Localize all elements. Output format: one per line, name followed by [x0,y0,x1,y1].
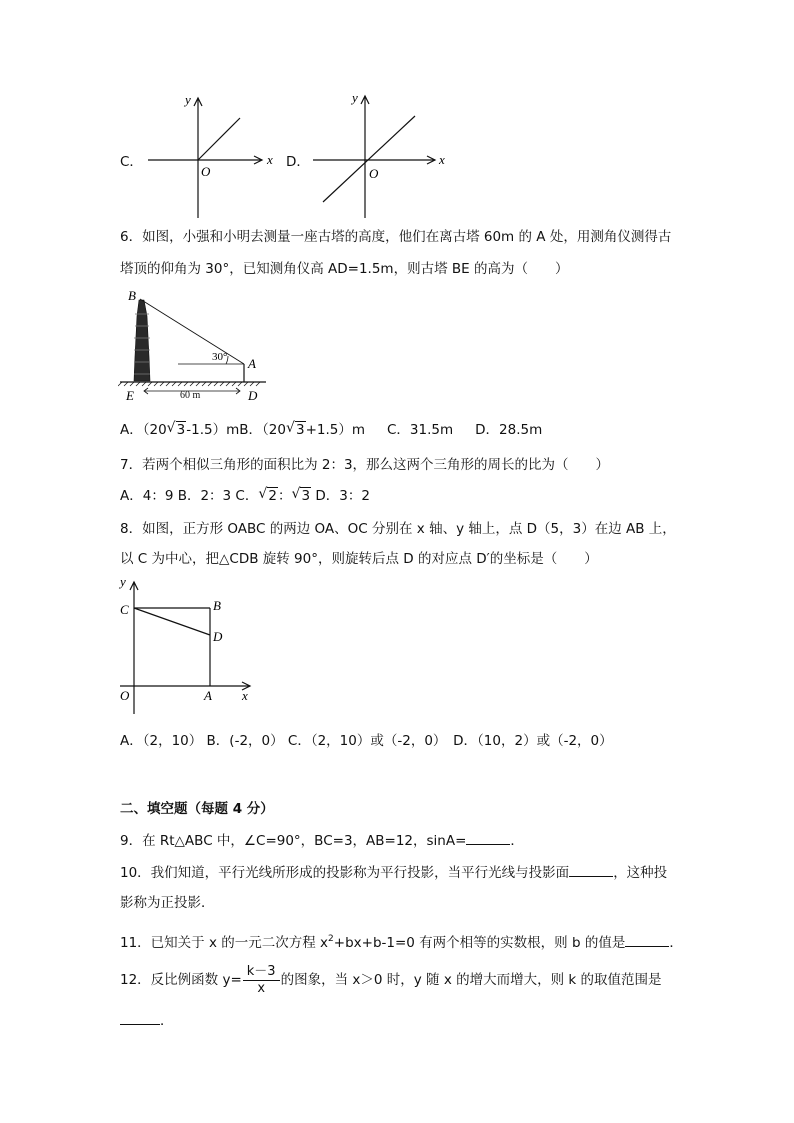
q11-sup: 2 [328,934,334,944]
q9 [120,830,524,851]
q6-options [120,420,542,440]
q10-answer-blank[interactable] [569,862,613,877]
section2-title: 二、填空题（每题 4 分） [120,801,274,817]
q5-graph-d [305,88,450,222]
q5-graph-c [140,90,280,222]
q8-options: A．（2，10） B．(-2，0） C．（2，10）或（-2，0） D．（10，2）或（-2，0） [120,733,613,749]
q12-line2 [120,1010,174,1031]
q10-line1 [120,862,667,883]
label-d: D [248,388,258,402]
label-angle: 30° [212,351,228,363]
label-b: B [128,288,136,303]
graph-d-y-label: y [352,90,358,105]
label-a: A [248,356,256,371]
q8-stem-line1: 8．如图，正方形 OABC 的两边 OA、OC 分别在 x 轴、y 轴上，点 D（5，3）在边 AB 上， [120,521,676,537]
q6-opt-b-sqrt: √ 3 [286,420,306,440]
q12-end: ． [160,1013,174,1029]
q6-figure [118,286,268,402]
q6-opt-b-pre: B．（20 [239,422,286,438]
q7-opt-ab: A．4：9 B．2：3 C． [120,488,259,504]
q7-sqrt-2: √ 2 [258,486,278,506]
q12 [120,962,662,998]
q8-figure [116,574,256,716]
q9-answer-blank[interactable] [466,830,510,845]
q5-option-d-label: D． [286,154,310,170]
q6-opt-a-sqrt: √ 3 [167,420,187,440]
graph-c-x-label: x [267,152,273,167]
q6-opt-d: D．28.5m [475,422,543,438]
q8-label-d: D [213,629,223,644]
q6-stem-line1: 6．如图，小强和小明去测量一座古塔的高度，他们在离古塔 60m 的 A 处，用测角仪测得古 [120,229,672,245]
q6-opt-a-pre: A．（20 [120,422,167,438]
graph-d-x-label: x [439,152,445,167]
q7-stem: 7．若两个相似三角形的面积比为 2：3，那么这两个三角形的周长的比为（ ） [120,457,610,473]
q12-fraction: $\frac{k-3}{x}$ [243,964,280,997]
q11 [120,929,683,953]
graph-c-y-label: y [185,92,191,107]
q10-pre: 10．我们知道，平行光线所形成的投影称为平行投影，当平行光线与投影面 [120,865,570,881]
q12-post: 的图象，当 x＞0 时，y 随 x 的增大而增大，则 k 的取值范围是 [280,972,662,988]
q7-sqrt-3: √ 3 [291,486,311,506]
q6-stem-line2: 塔顶的仰角为 30°，已知测角仪高 AD=1.5m，则古塔 BE 的高为（ ） [120,261,569,277]
q8-label-o: O [120,688,130,703]
q12-pre: 12．反比例函数 y= [120,972,242,988]
q8-label-b: B [213,598,221,613]
q9-end: ． [510,833,524,849]
graph-c-line [198,118,240,160]
q8-label-x: x [242,688,248,703]
q10-line2: 影称为正投影． [120,895,215,911]
graph-c-origin: O [201,164,211,179]
q11-end: ． [669,935,683,951]
q7-colon: ： [277,488,292,504]
q11-mid: +bx+b-1=0 有两个相等的实数根，则 b 的值是 [333,935,626,951]
tower-drawing [134,300,150,381]
q7-opt-d: D．3：2 [311,488,370,504]
sight-line [140,299,244,364]
q11-pre: 11．已知关于 x 的一元二次方程 x [120,935,329,951]
label-e: E [126,388,134,402]
graph-d-origin: O [369,166,379,181]
q10-post: ，这种投 [613,865,668,881]
q12-answer-blank[interactable] [120,1010,160,1025]
q8-stem-line2: 以 C 为中心，把△CDB 旋转 90°，则旋转后点 D 的对应点 D′的坐标是（ ） [120,551,598,567]
q8-label-y: y [120,574,126,589]
label-distance: 60 m [180,390,201,401]
q8-segment-cd [134,608,210,635]
q11-answer-blank[interactable] [625,932,669,947]
q6-opt-c: C．31.5m [387,422,454,438]
q8-label-c: C [120,602,129,617]
graph-d-line [323,116,415,202]
q6-opt-b-post: +1.5）m [305,422,365,438]
q6-opt-a-post: -1.5）m [186,422,240,438]
q9-text: 9．在 Rt△ABC 中，∠C=90°，BC=3，AB=12，sinA= [120,833,467,849]
q5-option-c-label: C． [120,154,143,170]
q8-label-a: A [204,688,212,703]
q7-options [120,486,370,506]
